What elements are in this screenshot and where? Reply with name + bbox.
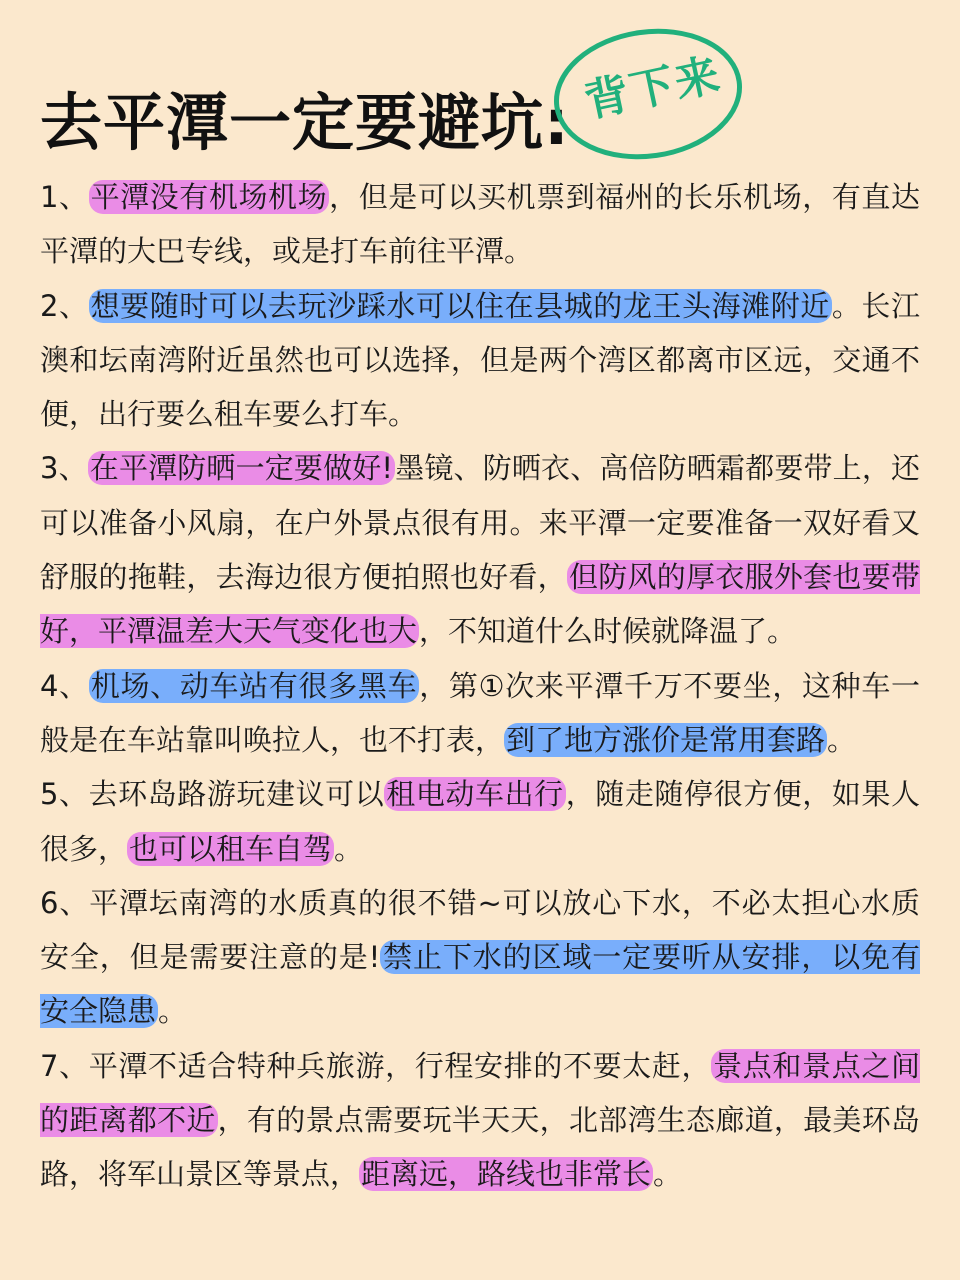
tip-text: ，第①次来平潭千万不要坐，这种车一般是在车站靠叫唤拉人，也不打表， <box>40 668 921 757</box>
tip-text: ，但是可以买机票到福州的长乐机场，有直达平潭的大巴专线，或是打车前往平潭。 <box>40 180 920 269</box>
stamp-text: 背下来 <box>580 49 726 128</box>
tip-text: 3、 <box>40 451 88 486</box>
tip-item-5 <box>40 767 920 876</box>
highlight-pink: 在平潭防晒一定要做好! <box>89 451 394 486</box>
tip-text: ，随走随停很方便，如果人很多， <box>40 777 920 866</box>
tip-text: ，不知道什么时候就降温了。 <box>419 614 797 649</box>
tip-item-4 <box>40 659 920 768</box>
tip-text: ，有的景点需要玩半天天，北部湾生态廊道，最美环岛路，将军山景区等景点， <box>40 1103 920 1192</box>
highlight-blue: 禁止下水的区域一定要听从安排，以免有安全隐患 <box>40 940 920 1029</box>
tip-text: 1、 <box>40 180 89 214</box>
tip-item-2 <box>40 279 920 442</box>
tip-text: 7、平潭不适合特种兵旅游，行程安排的不要太赶， <box>40 1048 712 1083</box>
tip-item-3 <box>40 441 920 658</box>
tip-text: 。 <box>827 722 857 757</box>
tip-text: 5、去环岛路游玩建议可以 <box>40 777 385 812</box>
tip-text: 。 <box>653 1157 683 1192</box>
highlight-pink: 景点和景点之间的距离都不近 <box>40 1048 920 1138</box>
highlight-pink: 但防风的厚衣服外套也要带好，平潭温差大天气变化也大 <box>40 560 920 649</box>
tip-item-6 <box>40 876 920 1039</box>
highlight-blue: 到了地方涨价是常用套路 <box>506 722 826 757</box>
tip-text: 。 <box>158 994 188 1029</box>
page-title: 去平潭一定要避坑: <box>40 86 570 159</box>
highlight-pink: 也可以租车自驾 <box>129 831 333 866</box>
tip-text: 。长江澳和坛南湾附近虽然也可以选择，但是两个湾区都离市区远，交通不便，出行要么租车要么打车。 <box>40 288 920 432</box>
tip-text: 。 <box>334 831 364 866</box>
tip-text: 4、 <box>40 668 89 703</box>
tip-item-1 <box>40 170 920 279</box>
highlight-pink: 距离远，路线也非常长 <box>361 1157 652 1192</box>
highlight-pink: 租电动车出行 <box>386 777 564 812</box>
tip-item-7 <box>40 1039 920 1202</box>
highlight-blue: 机场、动车站有很多黑车 <box>90 668 418 703</box>
tips-list <box>40 170 920 1202</box>
tip-text: 6、平潭坛南湾的水质真的很不错~可以放心下水，不必太担心水质安全，但是需要注意的是! <box>40 885 920 975</box>
highlight-pink: 平潭没有机场机场 <box>90 180 328 214</box>
tip-text: 2、 <box>40 288 89 323</box>
tip-text: 墨镜、防晒衣、高倍防晒霜都要带上，还可以准备小风扇，在户外景点很有用。来平潭一定要准备一双好看又舒服的拖鞋，去海边很方便拍照也好看， <box>40 451 920 595</box>
highlight-blue: 想要随时可以去玩沙踩水可以住在县城的龙王头海滩附近 <box>90 288 830 323</box>
